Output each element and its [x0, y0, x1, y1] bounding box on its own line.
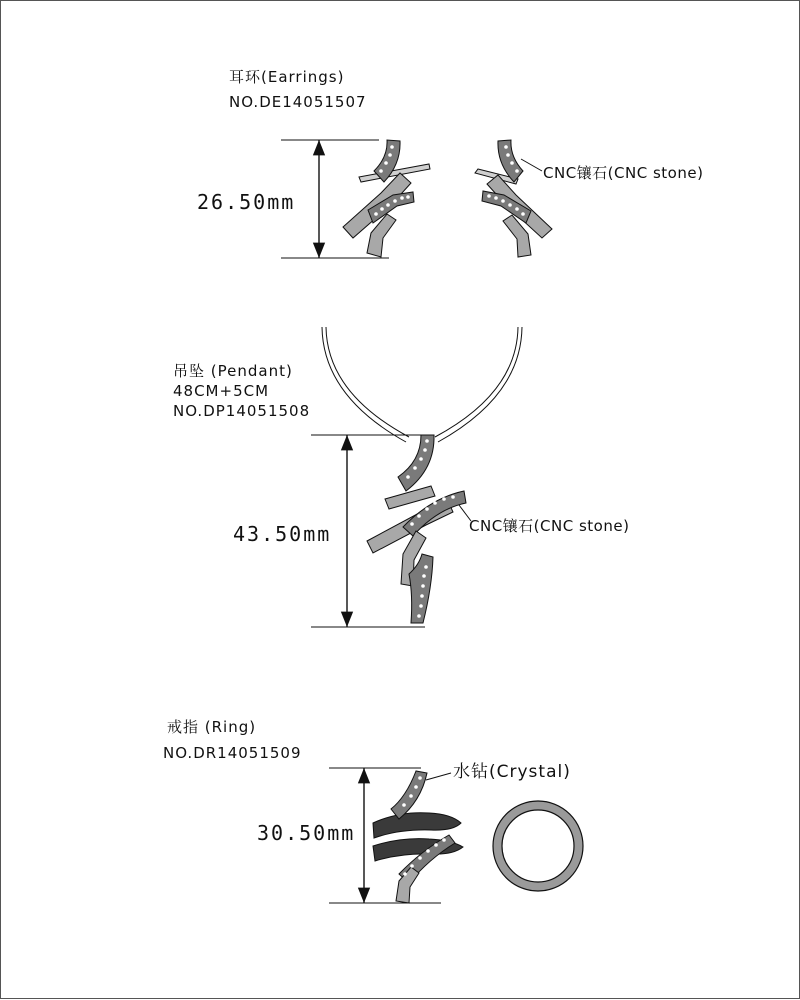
pendant-dimension-label: 43.50mm — [233, 522, 332, 546]
earring-number: NO.DE14051507 — [229, 93, 367, 111]
ring-dimension-label: 30.50mm — [257, 821, 356, 845]
pendant-title: 吊坠 (Pendant) — [173, 362, 293, 380]
drawing-canvas — [1, 1, 800, 1000]
pendant-body — [367, 435, 466, 623]
ring-callout-leader — [426, 773, 451, 780]
pendant-chain — [322, 327, 522, 442]
ring-front-view — [493, 801, 583, 891]
earring-right — [475, 140, 552, 257]
earring-callout-leader — [521, 159, 542, 171]
ring-number: NO.DR14051509 — [163, 744, 302, 762]
pendant-chain-length: 48CM+5CM — [173, 382, 270, 400]
earring-callout-label: CNC镶石(CNC stone) — [543, 164, 704, 182]
earring-title: 耳环(Earrings) — [229, 68, 345, 86]
ring-title: 戒指 (Ring) — [167, 718, 257, 736]
pendant-number: NO.DP14051508 — [173, 402, 311, 420]
pendant-callout-label: CNC镶石(CNC stone) — [469, 517, 630, 535]
earring-dimension-label: 26.50mm — [197, 190, 296, 214]
ring-side-view — [373, 771, 463, 903]
ring-callout-label: 水钻(Crystal) — [453, 762, 571, 782]
earring-left — [343, 140, 430, 257]
